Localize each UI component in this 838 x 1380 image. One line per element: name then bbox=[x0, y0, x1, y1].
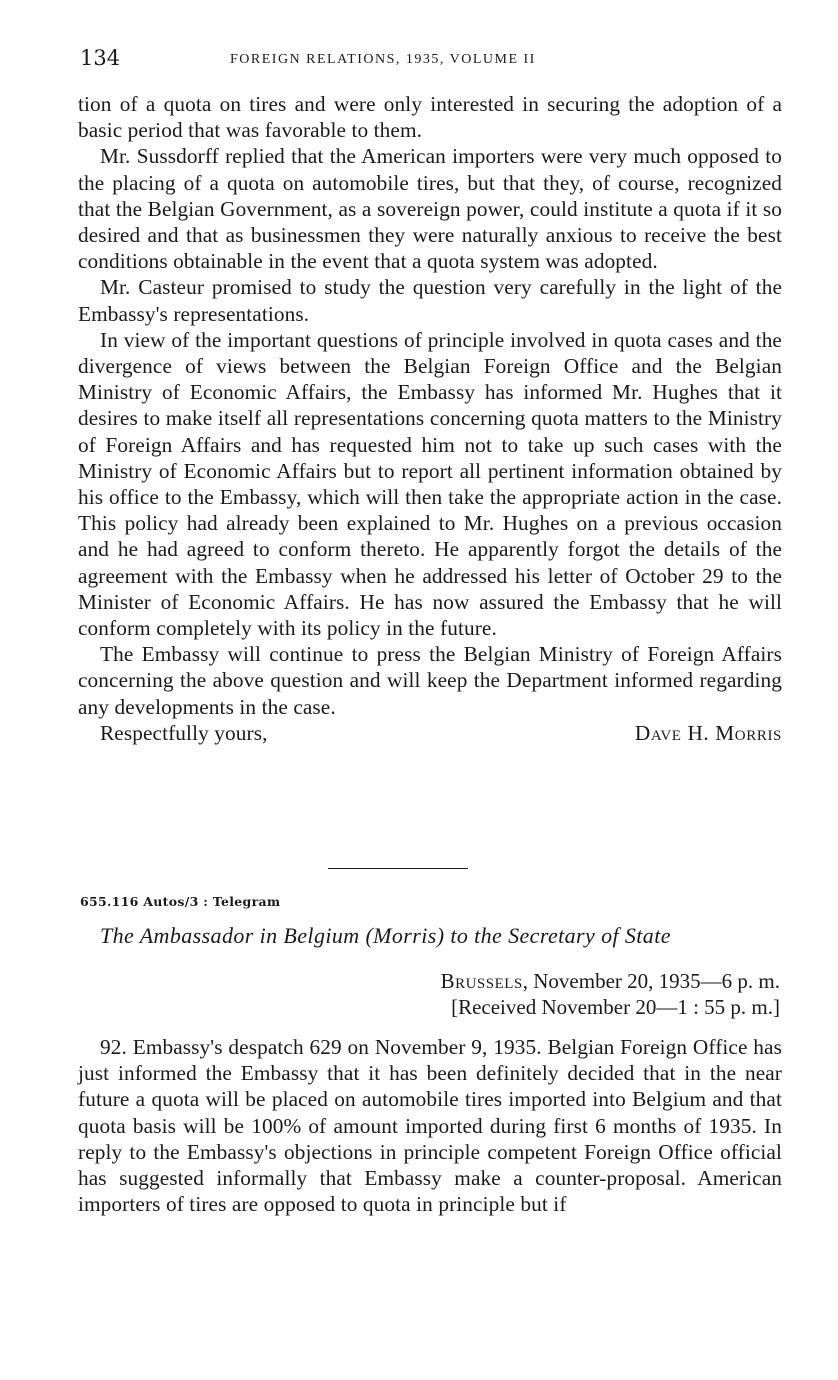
document-title: The Ambassador in Belgium (Morris) to the Secretary of State bbox=[100, 923, 671, 948]
telegram-body bbox=[78, 1034, 782, 1217]
dateline-place: Brussels bbox=[440, 969, 523, 993]
letter-paragraph-4: In view of the important questions of principle involved in quota cases and the divergence of views between the Belgian Foreign Office and the Belgian Ministry of Economic Affairs, the Embassy has informed Mr. Hughes that it desires to make itself all representations concerning quota matters to the Ministry of Foreign Affairs and has requested him not to take up such cases with the Ministry of Economic Affairs but to report all pertinent information obtained by his office to the Embassy, which will then take the appropriate action in the case. This policy had already been explained to Mr. Hughes on a previous occasion and he had agreed to conform thereto. He apparently forgot the details of the agreement with the Embassy when he addressed his letter of October 29 to the Minister of Economic Affairs. He has now assured the Embassy that he will conform completely with its policy in the future. bbox=[78, 327, 782, 641]
page-header bbox=[80, 44, 780, 74]
file-reference: 655.116 Autos/3 : Telegram bbox=[80, 894, 281, 909]
section-divider bbox=[328, 868, 468, 869]
signature-block bbox=[78, 720, 782, 746]
dateline-date: , November 20, 1935—6 p. m. bbox=[522, 969, 780, 993]
letter-paragraph-2: Mr. Sussdorff replied that the American importers were very much opposed to the placing of a quota on automobile tires, but that they, of course, recognized that the Belgian Government, as a sovereign power, could institute a quota if it so desired and that as businessmen they were naturally anxious to receive the best conditions obtainable in the event that a quota system was adopted. bbox=[78, 144, 782, 274]
dateline bbox=[441, 968, 780, 1020]
dateline-sent bbox=[441, 968, 780, 994]
complimentary-closing: Respectfully yours, bbox=[100, 720, 268, 745]
signature: Dave H. Morris bbox=[634, 720, 782, 745]
page-number: 134 bbox=[80, 46, 121, 70]
letter-paragraph-3: Mr. Casteur promised to study the question very carefully in the light of the Embassy's representations. bbox=[78, 275, 782, 326]
letter-paragraph-1: tion of a quota on tires and were only interested in securing the adoption of a basic period that was favorable to them. bbox=[78, 92, 782, 143]
running-head: FOREIGN RELATIONS, 1935, VOLUME II bbox=[230, 52, 536, 67]
telegram-paragraph: 92. Embassy's despatch 629 on November 9, 1935. Belgian Foreign Office has just informed the Embassy that it has been definitely decided that in the near future a quota will be placed on automobile tires imported into Belgium and that quota basis will be 100% of amount imported during first 6 months of 1935. In reply to the Embassy's objections in principle competent Foreign Office official has suggested informally that Embassy make a counter-proposal. American importers of tires are opposed to quota in principle but if bbox=[78, 1035, 782, 1217]
letter-paragraph-5: The Embassy will continue to press the Belgian Ministry of Foreign Affairs concerning the above question and will keep the Department informed regarding any developments in the case. bbox=[78, 642, 782, 719]
letter-body bbox=[78, 91, 782, 746]
received-note: [Received November 20—1 : 55 p. m.] bbox=[451, 995, 780, 1019]
